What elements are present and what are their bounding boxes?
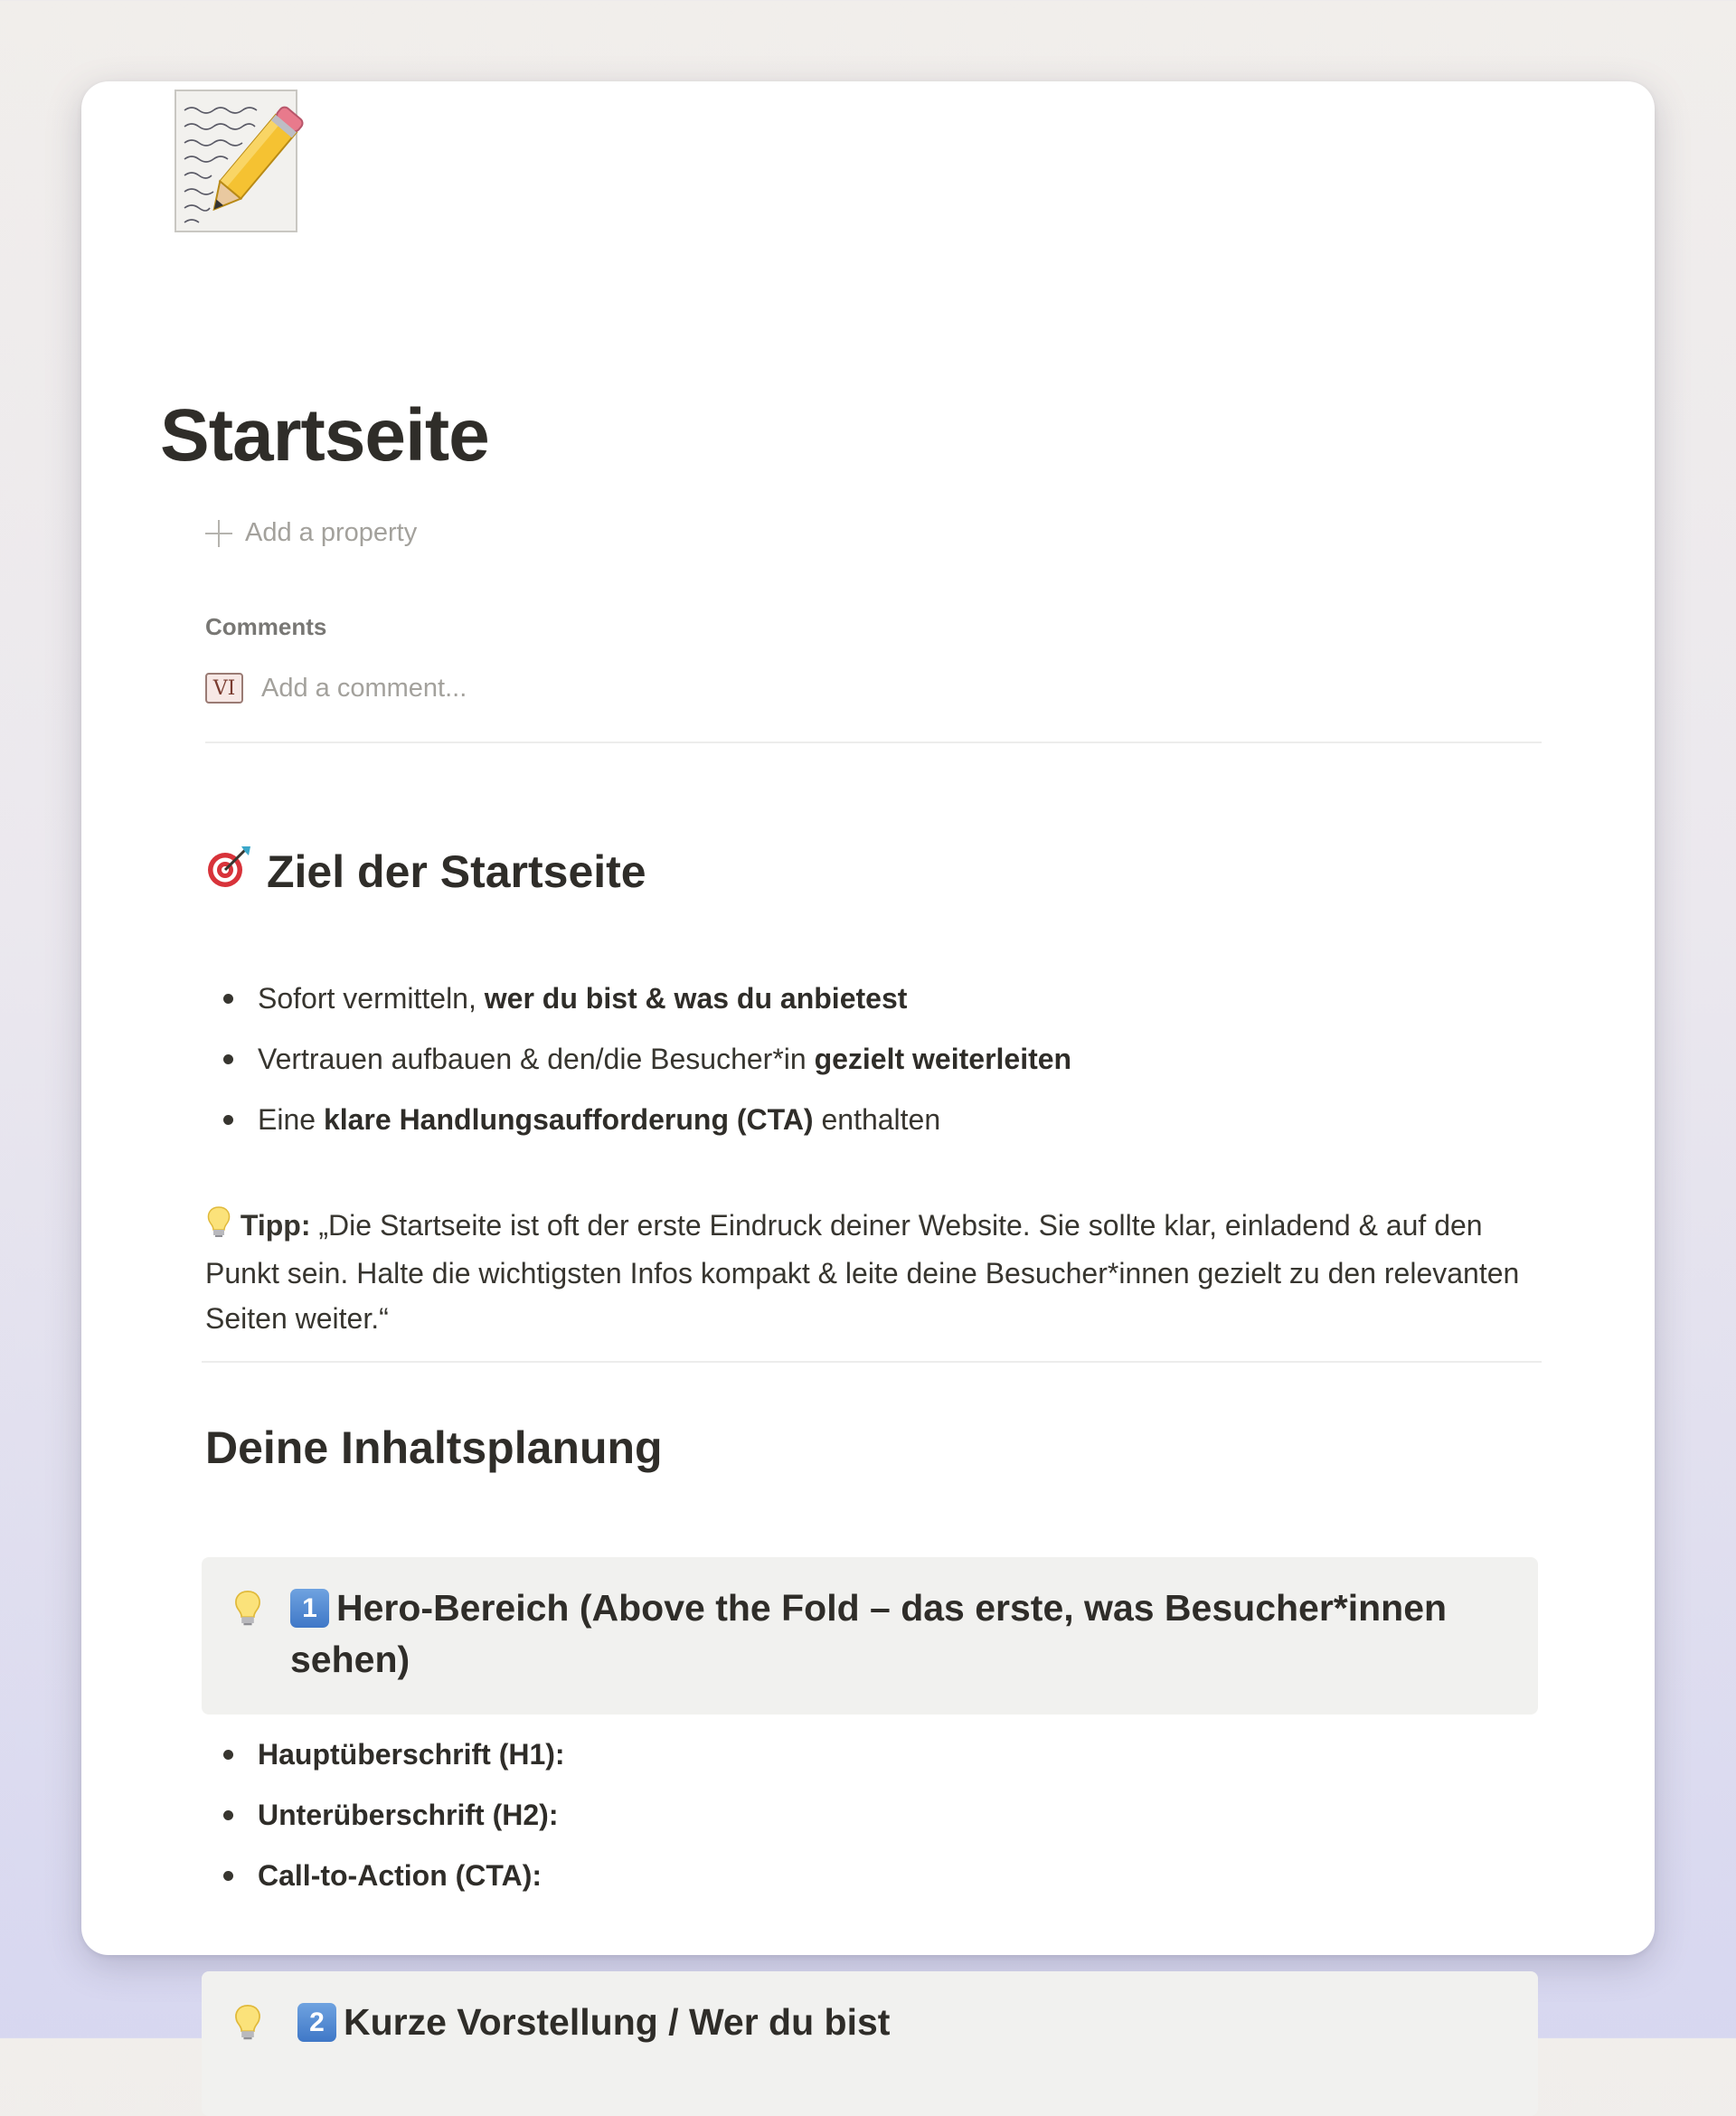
list-item[interactable]: Hauptüberschrift (H1): bbox=[205, 1736, 565, 1797]
divider bbox=[202, 1361, 1542, 1363]
callout-title: 1 Hero-Bereich (Above the Fold – das erste, was Besucher*innen sehen) bbox=[290, 1587, 1448, 1680]
goal-heading-text: Ziel der Startseite bbox=[267, 846, 646, 897]
number-two-icon: 2 bbox=[297, 2003, 336, 2042]
memo-pencil-icon[interactable] bbox=[174, 89, 298, 233]
comment-input[interactable] bbox=[261, 674, 804, 704]
planning-heading[interactable]: Deine Inhaltsplanung bbox=[205, 1422, 663, 1473]
direct-hit-icon bbox=[205, 843, 252, 901]
page-card bbox=[81, 81, 1655, 2043]
comments-label: Comments bbox=[205, 613, 327, 640]
hero-list bbox=[205, 1736, 565, 1918]
plus-icon bbox=[205, 520, 232, 547]
page-title[interactable]: Startseite bbox=[160, 394, 489, 477]
add-property-label: Add a property bbox=[245, 518, 418, 547]
number-one-icon: 1 bbox=[290, 1589, 329, 1628]
light-bulb-icon bbox=[205, 1205, 232, 1251]
tip-label: Tipp: bbox=[240, 1209, 311, 1242]
goal-heading[interactable] bbox=[205, 843, 646, 901]
list-item[interactable]: Vertrauen aufbauen & den/die Besucher*in gezielt weiterleiten bbox=[205, 1041, 1071, 1101]
list-item[interactable]: Unterüberschrift (H2): bbox=[205, 1797, 565, 1857]
avatar: VI bbox=[205, 673, 243, 704]
add-property-button[interactable] bbox=[205, 518, 417, 548]
callout-intro[interactable] bbox=[202, 1971, 1538, 2116]
tip-text: „Die Startseite ist oft der erste Eindruck deiner Website. Sie sollte klar, einladend & auf den Punkt sein. Halte die wichtigsten Infos kompakt & leite deine Besucher*innen gezielt zu den relevanten Seiten weiter.“ bbox=[205, 1209, 1520, 1335]
list-item[interactable]: Sofort vermitteln, wer du bist & was du anbietest bbox=[205, 980, 1071, 1041]
light-bulb-icon bbox=[232, 2002, 263, 2046]
divider bbox=[205, 742, 1542, 743]
callout-hero[interactable] bbox=[202, 1557, 1538, 1715]
goal-list bbox=[205, 980, 1071, 1162]
comment-row bbox=[205, 673, 804, 704]
list-item[interactable]: Eine klare Handlungsaufforderung (CTA) enthalten bbox=[205, 1101, 1071, 1162]
list-item[interactable]: Call-to-Action (CTA): bbox=[205, 1857, 565, 1918]
light-bulb-icon bbox=[232, 1588, 263, 1632]
tip-paragraph[interactable] bbox=[205, 1203, 1543, 1341]
callout-title: 2 Kurze Vorstellung / Wer du bist bbox=[297, 1997, 1502, 2048]
